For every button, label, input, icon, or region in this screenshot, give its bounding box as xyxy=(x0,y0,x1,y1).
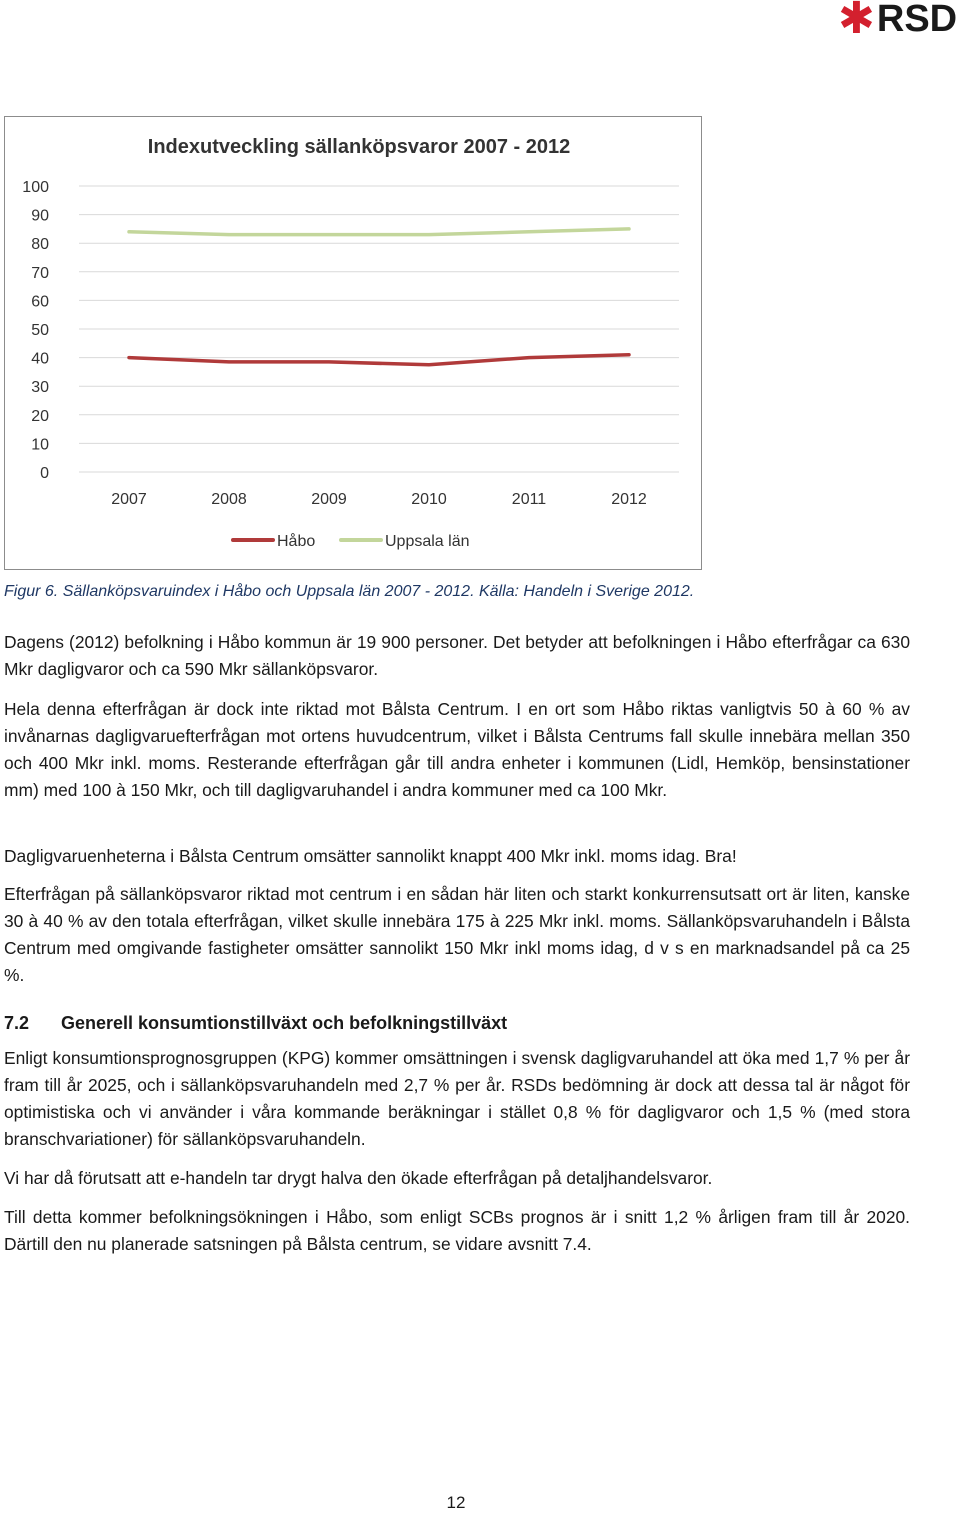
chart-canvas xyxy=(5,117,701,569)
section-heading xyxy=(4,1013,507,1034)
line-chart xyxy=(4,116,702,570)
legend-label: Håbo xyxy=(277,533,316,550)
figure-caption: Figur 6. Sällanköpsvaruindex i Håbo och Uppsala län 2007 - 2012. Källa: Handeln i Sverige 2012. xyxy=(4,583,695,600)
chart-title: Indexutveckling sällanköpsvaror 2007 - 2012 xyxy=(147,136,571,158)
y-tick-label: 10 xyxy=(31,436,49,454)
y-tick-label: 70 xyxy=(31,264,49,282)
asterisk-icon: ✱ xyxy=(838,0,875,44)
paragraph-population: Dagens (2012) befolkning i Håbo kommun är 19 900 personer. Det betyder att befolkningen i Håbo efterfrågar ca 630 Mkr dagligvaror och ca 590 Mkr sällanköpsvaror. xyxy=(4,632,910,679)
paragraph-kpg-forecast: Enligt konsumtionsprognosgruppen (KPG) kommer omsättningen i svensk dagligvaruhandel att öka med 1,7 % per år fram till år 2025, och i sällanköpsvaruhandeln med 2,7 % per år. RSDs bedömning är dock att dessa tal är något för optimistiska och vi använder i våra kommande beräkningar i stället 0,8 % för dagligvaror och 1,5 % (med stora branschvariationer) för sällanköpsvaruhandeln. xyxy=(4,1048,910,1149)
paragraph-population-growth: Till detta kommer befolkningsökningen i Håbo, som enligt SCBs prognos är i snitt 1,2 % årligen fram till år 2020. Därtill den nu planerade satsningen på Bålsta centrum, se vidare avsnitt 7.4. xyxy=(4,1207,910,1254)
x-tick-label: 2011 xyxy=(511,491,547,508)
y-tick-label: 0 xyxy=(40,465,49,482)
x-tick-label: 2010 xyxy=(411,491,447,508)
paragraph-grocery: Dagligvaruenheterna i Bålsta Centrum omsätter sannolikt knappt 400 Mkr inkl. moms idag. Bra! xyxy=(4,846,737,866)
series-line-2 xyxy=(129,229,629,235)
y-tick-label: 30 xyxy=(31,379,49,397)
rsd-logo xyxy=(838,0,958,44)
legend-label: Uppsala län xyxy=(385,533,470,550)
x-tick-label: 2009 xyxy=(311,491,347,508)
paragraph-durable-goods: Efterfrågan på sällanköpsvaror riktad mot centrum i en sådan här liten och starkt konkurrensutsatt ort är liten, kanske 30 à 40 % av den totala efterfrågan, vilket skulle innebära 175 à 225 Mkr inkl. moms. Sällanköpsvaruhandeln i Bålsta Centrum med omgivande fastigheter omsätter sannolikt 150 Mkr inkl moms idag, d v s en marknadsandel på ca 25 %. xyxy=(4,884,910,985)
paragraph-demand: Hela denna efterfrågan är dock inte riktad mot Bålsta Centrum. I en ort som Håbo riktas vanligtvis 50 à 60 % av invånarnas dagligvaruefterfrågan mot ortens huvudcentrum, vilket i Bålsta Centrums fall skulle innebära mellan 350 och 400 Mkr inkl. moms. Resterande efterfrågan går till andra enheter i kommunen (Lidl, Hemköp, bensinstationer mm) med 100 à 150 Mkr, och till dagligvaruhandel i andra kommuner med ca 100 Mkr. xyxy=(4,699,910,800)
y-tick-label: 80 xyxy=(31,236,49,254)
series-line-1 xyxy=(129,355,629,365)
section-title: Generell konsumtionstillväxt och befolkningstillväxt xyxy=(61,1013,508,1033)
x-tick-label: 2007 xyxy=(111,491,147,508)
paragraph-e-commerce: Vi har då förutsatt att e-handeln tar drygt halva den ökade efterfrågan på detaljhandelsvaror. xyxy=(4,1168,713,1188)
y-tick-label: 90 xyxy=(31,207,49,225)
y-tick-label: 20 xyxy=(31,407,49,425)
x-tick-label: 2012 xyxy=(611,491,647,508)
y-tick-label: 100 xyxy=(22,179,49,196)
x-tick-label: 2008 xyxy=(211,491,247,508)
page-number: 12 xyxy=(446,1493,466,1512)
y-tick-label: 40 xyxy=(31,350,49,368)
y-tick-label: 60 xyxy=(31,293,49,311)
logo-text: RSD xyxy=(876,0,958,40)
section-number: 7.2 xyxy=(4,1013,30,1033)
y-tick-label: 50 xyxy=(31,322,49,339)
